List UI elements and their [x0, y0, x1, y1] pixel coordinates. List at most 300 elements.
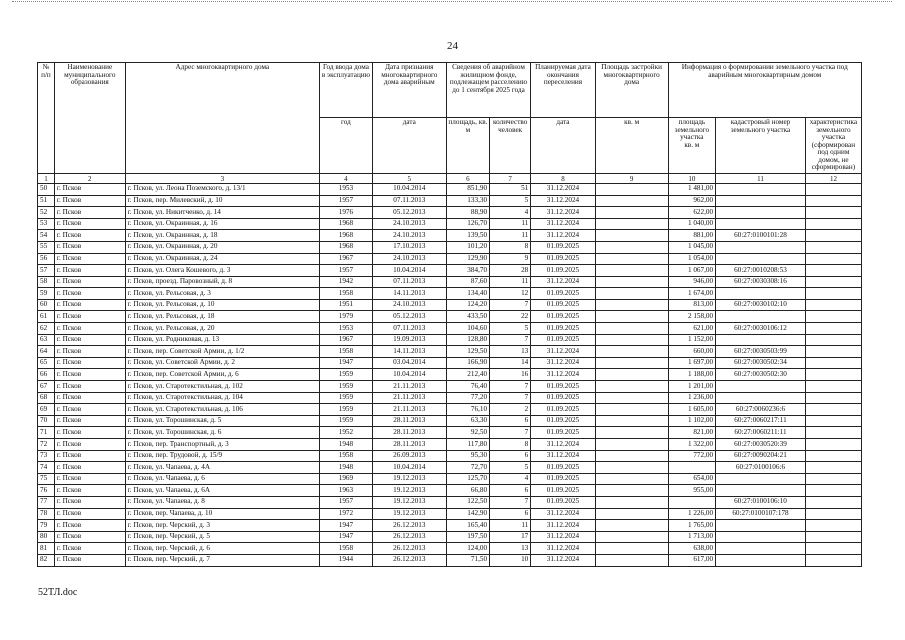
- land-area-cell: 1 481,00: [668, 183, 716, 195]
- area-cell: 851,90: [446, 183, 489, 195]
- characteristic-cell: [805, 357, 861, 369]
- emergency-date-cell: 07.11.2013: [372, 195, 446, 207]
- table-row: [38, 462, 862, 474]
- emergency-date-cell: 03.04.2014: [372, 357, 446, 369]
- emergency-date-cell: 07.11.2013: [372, 323, 446, 335]
- address-cell: г. Псков, ул. Торошинская, д. 5: [125, 415, 319, 427]
- characteristic-cell: [805, 381, 861, 393]
- characteristic-cell: [805, 508, 861, 520]
- table-row: [38, 543, 862, 555]
- land-area-cell: 1 674,00: [668, 288, 716, 300]
- area-cell: 126,70: [446, 218, 489, 230]
- cadastral-number-cell: 60:27:0030520:39: [716, 439, 806, 451]
- municipality-cell: г. Псков: [54, 462, 125, 474]
- planned-end-cell: 31.12.2024: [531, 183, 595, 195]
- cadastral-number-cell: [716, 241, 806, 253]
- land-area-cell: 1 697,00: [668, 357, 716, 369]
- scan-top-edge: [12, 1, 892, 2]
- year-built-cell: 1948: [320, 462, 373, 474]
- year-built-cell: 1958: [320, 543, 373, 555]
- people-cell: 8: [490, 241, 531, 253]
- built-area-cell: [595, 253, 668, 265]
- land-area-cell: 1 713,00: [668, 531, 716, 543]
- characteristic-cell: [805, 241, 861, 253]
- characteristic-cell: [805, 299, 861, 311]
- land-area-cell: 1 605,00: [668, 404, 716, 416]
- characteristic-cell: [805, 346, 861, 358]
- people-cell: 5: [490, 195, 531, 207]
- area-cell: 88,90: [446, 207, 489, 219]
- land-area-cell: 622,00: [668, 207, 716, 219]
- municipality-cell: г. Псков: [54, 450, 125, 462]
- table-row: [38, 311, 862, 323]
- area-cell: 92,50: [446, 427, 489, 439]
- year-built-cell: 1959: [320, 369, 373, 381]
- emergency-date-cell: 10.04.2014: [372, 265, 446, 277]
- people-cell: 6: [490, 485, 531, 497]
- emergency-date-cell: 24.10.2013: [372, 230, 446, 242]
- land-area-cell: 1 188,00: [668, 369, 716, 381]
- table-row: [38, 450, 862, 462]
- municipality-cell: г. Псков: [54, 404, 125, 416]
- built-area-cell: [595, 265, 668, 277]
- planned-end-cell: 01.09.2025: [531, 241, 595, 253]
- built-area-cell: [595, 496, 668, 508]
- table-row: [38, 207, 862, 219]
- cadastral-number-cell: 60:27:0100106:10: [716, 496, 806, 508]
- people-cell: 13: [490, 543, 531, 555]
- address-cell: г. Псков, ул. Рельсовая, д. 10: [125, 299, 319, 311]
- address-cell: г. Псков, ул. Советской Армии, д. 2: [125, 357, 319, 369]
- year-built-cell: 1958: [320, 346, 373, 358]
- subheader-cadastral: кадастровый номер земельного участка: [716, 118, 806, 174]
- planned-end-cell: 01.09.2025: [531, 485, 595, 497]
- address-cell: г. Псков, ул. Никитченко, д. 14: [125, 207, 319, 219]
- table-row: [38, 218, 862, 230]
- cadastral-number-cell: 60:27:0030102:10: [716, 299, 806, 311]
- cadastral-number-cell: 60:27:0010208:53: [716, 265, 806, 277]
- year-built-cell: 1968: [320, 230, 373, 242]
- characteristic-cell: [805, 531, 861, 543]
- planned-end-cell: 31.12.2024: [531, 276, 595, 288]
- people-cell: 17: [490, 531, 531, 543]
- land-area-cell: 1 040,00: [668, 218, 716, 230]
- address-cell: г. Псков, ул. Старотекстильная, д. 106: [125, 404, 319, 416]
- year-built-cell: 1942: [320, 276, 373, 288]
- municipality-cell: г. Псков: [54, 288, 125, 300]
- emergency-date-cell: 24.10.2013: [372, 218, 446, 230]
- municipality-cell: г. Псков: [54, 276, 125, 288]
- cadastral-number-cell: 60:27:0030503:99: [716, 346, 806, 358]
- address-cell: г. Псков, ул. Торошинская, д. 6: [125, 427, 319, 439]
- municipality-cell: г. Псков: [54, 427, 125, 439]
- cadastral-number-cell: [716, 520, 806, 532]
- characteristic-cell: [805, 369, 861, 381]
- address-cell: г. Псков, ул. Леона Поземского, д. 13/1: [125, 183, 319, 195]
- municipality-cell: г. Псков: [54, 381, 125, 393]
- emergency-date-cell: 26.12.2013: [372, 554, 446, 566]
- column-number: 1: [38, 173, 55, 183]
- year-built-cell: 1953: [320, 323, 373, 335]
- planned-end-cell: 31.12.2024: [531, 543, 595, 555]
- subheader-people: количество человек: [490, 118, 531, 174]
- area-cell: 66,80: [446, 485, 489, 497]
- year-built-cell: 1968: [320, 241, 373, 253]
- row-number-cell: 73: [38, 450, 55, 462]
- people-cell: 5: [490, 462, 531, 474]
- area-cell: 76,40: [446, 381, 489, 393]
- table-row: [38, 369, 862, 381]
- cadastral-number-cell: [716, 554, 806, 566]
- row-number-cell: 79: [38, 520, 55, 532]
- emergency-date-cell: 14.11.2013: [372, 346, 446, 358]
- emergency-date-cell: 19.12.2013: [372, 473, 446, 485]
- municipality-cell: г. Псков: [54, 299, 125, 311]
- address-cell: г. Псков, проезд. Паровозный, д. 8: [125, 276, 319, 288]
- people-cell: 6: [490, 508, 531, 520]
- characteristic-cell: [805, 183, 861, 195]
- built-area-cell: [595, 288, 668, 300]
- emergency-date-cell: 10.04.2014: [372, 369, 446, 381]
- address-cell: г. Псков, ул. Чапаева, д. 8: [125, 496, 319, 508]
- emergency-date-cell: 19.12.2013: [372, 485, 446, 497]
- col-header-year-built: Год ввода дома в эксплуатацию: [320, 63, 373, 118]
- column-number: 9: [595, 173, 668, 183]
- row-number-cell: 54: [38, 230, 55, 242]
- column-number: 8: [531, 173, 595, 183]
- characteristic-cell: [805, 554, 861, 566]
- built-area-cell: [595, 183, 668, 195]
- characteristic-cell: [805, 311, 861, 323]
- table-row: [38, 276, 862, 288]
- cadastral-number-cell: [716, 288, 806, 300]
- row-number-cell: 50: [38, 183, 55, 195]
- cadastral-number-cell: 60:27:0100107:178: [716, 508, 806, 520]
- area-cell: 71,50: [446, 554, 489, 566]
- year-built-cell: 1967: [320, 253, 373, 265]
- row-number-cell: 56: [38, 253, 55, 265]
- row-number-cell: 70: [38, 415, 55, 427]
- municipality-cell: г. Псков: [54, 195, 125, 207]
- year-built-cell: 1947: [320, 531, 373, 543]
- people-cell: 7: [490, 427, 531, 439]
- row-number-cell: 64: [38, 346, 55, 358]
- cadastral-number-cell: 60:27:0090204:21: [716, 450, 806, 462]
- year-built-cell: 1957: [320, 496, 373, 508]
- row-number-cell: 52: [38, 207, 55, 219]
- built-area-cell: [595, 276, 668, 288]
- built-area-cell: [595, 369, 668, 381]
- row-number-cell: 62: [38, 323, 55, 335]
- table-row: [38, 334, 862, 346]
- characteristic-cell: [805, 207, 861, 219]
- emergency-date-cell: 26.12.2013: [372, 543, 446, 555]
- row-number-cell: 55: [38, 241, 55, 253]
- land-area-cell: 1 322,00: [668, 439, 716, 451]
- cadastral-number-cell: [716, 334, 806, 346]
- address-cell: г. Псков, пер. Чапаева, д. 10: [125, 508, 319, 520]
- people-cell: 7: [490, 496, 531, 508]
- built-area-cell: [595, 323, 668, 335]
- people-cell: 4: [490, 473, 531, 485]
- people-cell: 2: [490, 404, 531, 416]
- address-cell: г. Псков, ул. Рельсовая, д. 20: [125, 323, 319, 335]
- emergency-date-cell: 26.12.2013: [372, 531, 446, 543]
- area-cell: 72,70: [446, 462, 489, 474]
- header-row: [38, 63, 862, 118]
- cadastral-number-cell: 60:27:0060217:11: [716, 415, 806, 427]
- area-cell: 165,40: [446, 520, 489, 532]
- characteristic-cell: [805, 276, 861, 288]
- row-number-cell: 71: [38, 427, 55, 439]
- subheader-sqm: кв. м: [595, 118, 668, 174]
- municipality-cell: г. Псков: [54, 543, 125, 555]
- people-cell: 22: [490, 311, 531, 323]
- people-cell: 11: [490, 218, 531, 230]
- table-row: [38, 427, 862, 439]
- characteristic-cell: [805, 485, 861, 497]
- area-cell: 95,30: [446, 450, 489, 462]
- year-built-cell: 1957: [320, 195, 373, 207]
- land-area-cell: 1 226,00: [668, 508, 716, 520]
- row-number-cell: 77: [38, 496, 55, 508]
- municipality-cell: г. Псков: [54, 357, 125, 369]
- land-area-cell: 1 152,00: [668, 334, 716, 346]
- land-area-cell: 654,00: [668, 473, 716, 485]
- people-cell: 28: [490, 265, 531, 277]
- planned-end-cell: 01.09.2025: [531, 311, 595, 323]
- characteristic-cell: [805, 473, 861, 485]
- municipality-cell: г. Псков: [54, 334, 125, 346]
- subheader-date: дата: [372, 118, 446, 174]
- address-cell: г. Псков, ул. Окраинная, д. 20: [125, 241, 319, 253]
- year-built-cell: 1953: [320, 183, 373, 195]
- people-cell: 5: [490, 323, 531, 335]
- planned-end-cell: 01.09.2025: [531, 415, 595, 427]
- land-area-cell: 1 102,00: [668, 415, 716, 427]
- column-number-row: [38, 173, 862, 183]
- characteristic-cell: [805, 462, 861, 474]
- table-row: [38, 230, 862, 242]
- municipality-cell: г. Псков: [54, 218, 125, 230]
- characteristic-cell: [805, 218, 861, 230]
- table-body: [38, 183, 862, 566]
- cadastral-number-cell: [716, 485, 806, 497]
- row-number-cell: 68: [38, 392, 55, 404]
- column-number: 5: [372, 173, 446, 183]
- municipality-cell: г. Псков: [54, 323, 125, 335]
- land-area-cell: 1 067,00: [668, 265, 716, 277]
- people-cell: 4: [490, 207, 531, 219]
- year-built-cell: 1959: [320, 415, 373, 427]
- built-area-cell: [595, 334, 668, 346]
- cadastral-number-cell: [716, 183, 806, 195]
- municipality-cell: г. Псков: [54, 508, 125, 520]
- cadastral-number-cell: 60:27:0030502:30: [716, 369, 806, 381]
- year-built-cell: 1968: [320, 218, 373, 230]
- municipality-cell: г. Псков: [54, 346, 125, 358]
- planned-end-cell: 31.12.2024: [531, 346, 595, 358]
- row-number-cell: 78: [38, 508, 55, 520]
- column-number: 2: [54, 173, 125, 183]
- characteristic-cell: [805, 439, 861, 451]
- people-cell: 7: [490, 299, 531, 311]
- table-row: [38, 381, 862, 393]
- planned-end-cell: 31.12.2024: [531, 369, 595, 381]
- row-number-cell: 74: [38, 462, 55, 474]
- year-built-cell: 1967: [320, 334, 373, 346]
- address-cell: г. Псков, ул. Олега Кошевого, д. 3: [125, 265, 319, 277]
- planned-end-cell: 31.12.2024: [531, 554, 595, 566]
- year-built-cell: 1976: [320, 207, 373, 219]
- planned-end-cell: 01.09.2025: [531, 473, 595, 485]
- address-cell: г. Псков, ул. Рельсовая, д. 3: [125, 288, 319, 300]
- table-row: [38, 392, 862, 404]
- address-cell: г. Псков, ул. Чапаева, д. 6А: [125, 485, 319, 497]
- municipality-cell: г. Псков: [54, 230, 125, 242]
- area-cell: 212,40: [446, 369, 489, 381]
- area-cell: 197,50: [446, 531, 489, 543]
- emergency-date-cell: 10.04.2014: [372, 183, 446, 195]
- column-number: 7: [490, 173, 531, 183]
- table-row: [38, 473, 862, 485]
- planned-end-cell: 01.09.2025: [531, 392, 595, 404]
- characteristic-cell: [805, 253, 861, 265]
- municipality-cell: г. Псков: [54, 531, 125, 543]
- row-number-cell: 60: [38, 299, 55, 311]
- municipality-cell: г. Псков: [54, 439, 125, 451]
- emergency-date-cell: 14.11.2013: [372, 288, 446, 300]
- cadastral-number-cell: [716, 311, 806, 323]
- area-cell: 124,00: [446, 543, 489, 555]
- municipality-cell: г. Псков: [54, 473, 125, 485]
- row-number-cell: 72: [38, 439, 55, 451]
- address-cell: г. Псков, пер. Трудовой, д. 15/9: [125, 450, 319, 462]
- built-area-cell: [595, 207, 668, 219]
- planned-end-cell: 01.09.2025: [531, 265, 595, 277]
- table-row: [38, 496, 862, 508]
- year-built-cell: 1972: [320, 508, 373, 520]
- characteristic-cell: [805, 404, 861, 416]
- built-area-cell: [595, 450, 668, 462]
- emergency-date-cell: 26.09.2013: [372, 450, 446, 462]
- land-area-cell: 813,00: [668, 299, 716, 311]
- col-header-address: Адрес многоквартирного дома: [125, 63, 319, 174]
- area-cell: 166,90: [446, 357, 489, 369]
- year-built-cell: 1969: [320, 473, 373, 485]
- built-area-cell: [595, 520, 668, 532]
- characteristic-cell: [805, 520, 861, 532]
- municipality-cell: г. Псков: [54, 265, 125, 277]
- year-built-cell: 1947: [320, 357, 373, 369]
- planned-end-cell: 31.12.2024: [531, 218, 595, 230]
- table-row: [38, 554, 862, 566]
- municipality-cell: г. Псков: [54, 207, 125, 219]
- address-cell: г. Псков, пер. Черский, д. 6: [125, 543, 319, 555]
- planned-end-cell: 01.09.2025: [531, 288, 595, 300]
- people-cell: 6: [490, 450, 531, 462]
- row-number-cell: 53: [38, 218, 55, 230]
- emergency-date-cell: 17.10.2013: [372, 241, 446, 253]
- cadastral-number-cell: [716, 253, 806, 265]
- table-row: [38, 485, 862, 497]
- col-header-planned-end: Планируемая дата окончания переселения: [531, 63, 595, 118]
- col-header-num: № п/п: [38, 63, 55, 174]
- built-area-cell: [595, 392, 668, 404]
- people-cell: 13: [490, 346, 531, 358]
- municipality-cell: г. Псков: [54, 369, 125, 381]
- land-area-cell: 772,00: [668, 450, 716, 462]
- planned-end-cell: 01.09.2025: [531, 462, 595, 474]
- area-cell: 77,20: [446, 392, 489, 404]
- area-cell: 76,10: [446, 404, 489, 416]
- emergency-date-cell: 07.11.2013: [372, 276, 446, 288]
- emergency-date-cell: 21.11.2013: [372, 392, 446, 404]
- planned-end-cell: 01.09.2025: [531, 299, 595, 311]
- address-cell: г. Псков, ул. Окраинная, д. 16: [125, 218, 319, 230]
- planned-end-cell: 31.12.2024: [531, 207, 595, 219]
- area-cell: 124,20: [446, 299, 489, 311]
- year-built-cell: 1979: [320, 311, 373, 323]
- cadastral-number-cell: 60:27:0030106:12: [716, 323, 806, 335]
- address-cell: г. Псков, пер. Советской Армии, д. 1/2: [125, 346, 319, 358]
- area-cell: 129,50: [446, 346, 489, 358]
- year-built-cell: 1959: [320, 381, 373, 393]
- col-header-fund-info: Сведения об аварийном жилищном фонде, подлежащем расселению до 1 сентября 2025 года: [446, 63, 530, 118]
- year-built-cell: 1944: [320, 554, 373, 566]
- area-cell: 104,60: [446, 323, 489, 335]
- row-number-cell: 66: [38, 369, 55, 381]
- address-cell: г. Псков, ул. Чапаева, д. 4А: [125, 462, 319, 474]
- subheader-characteristic: характеристика земельного участка (сформирован под одним домом, не сформирован): [805, 118, 861, 174]
- row-number-cell: 61: [38, 311, 55, 323]
- table-row: [38, 357, 862, 369]
- built-area-cell: [595, 427, 668, 439]
- cadastral-number-cell: 60:27:0030502:34: [716, 357, 806, 369]
- built-area-cell: [595, 357, 668, 369]
- address-cell: г. Псков, ул. Окраинная, д. 18: [125, 230, 319, 242]
- characteristic-cell: [805, 496, 861, 508]
- planned-end-cell: 31.12.2024: [531, 520, 595, 532]
- area-cell: 384,70: [446, 265, 489, 277]
- built-area-cell: [595, 415, 668, 427]
- area-cell: 433,50: [446, 311, 489, 323]
- housing-register-table: [37, 62, 862, 567]
- land-area-label: площадь земельного участка: [674, 118, 710, 142]
- built-area-cell: [595, 462, 668, 474]
- table-row: [38, 439, 862, 451]
- people-cell: 8: [490, 439, 531, 451]
- land-area-cell: 821,00: [668, 427, 716, 439]
- people-cell: 7: [490, 381, 531, 393]
- characteristic-cell: [805, 195, 861, 207]
- land-area-cell: 1 201,00: [668, 381, 716, 393]
- table-row: [38, 508, 862, 520]
- municipality-cell: г. Псков: [54, 241, 125, 253]
- emergency-date-cell: 19.12.2013: [372, 496, 446, 508]
- table-row: [38, 415, 862, 427]
- subheader-year: год: [320, 118, 373, 174]
- planned-end-cell: 31.12.2024: [531, 195, 595, 207]
- land-area-cell: 962,00: [668, 195, 716, 207]
- built-area-cell: [595, 381, 668, 393]
- address-cell: г. Псков, пер. Советской Армии, д. 6: [125, 369, 319, 381]
- year-built-cell: 1948: [320, 439, 373, 451]
- year-built-cell: 1959: [320, 392, 373, 404]
- people-cell: 7: [490, 334, 531, 346]
- row-number-cell: 63: [38, 334, 55, 346]
- planned-end-cell: 31.12.2024: [531, 357, 595, 369]
